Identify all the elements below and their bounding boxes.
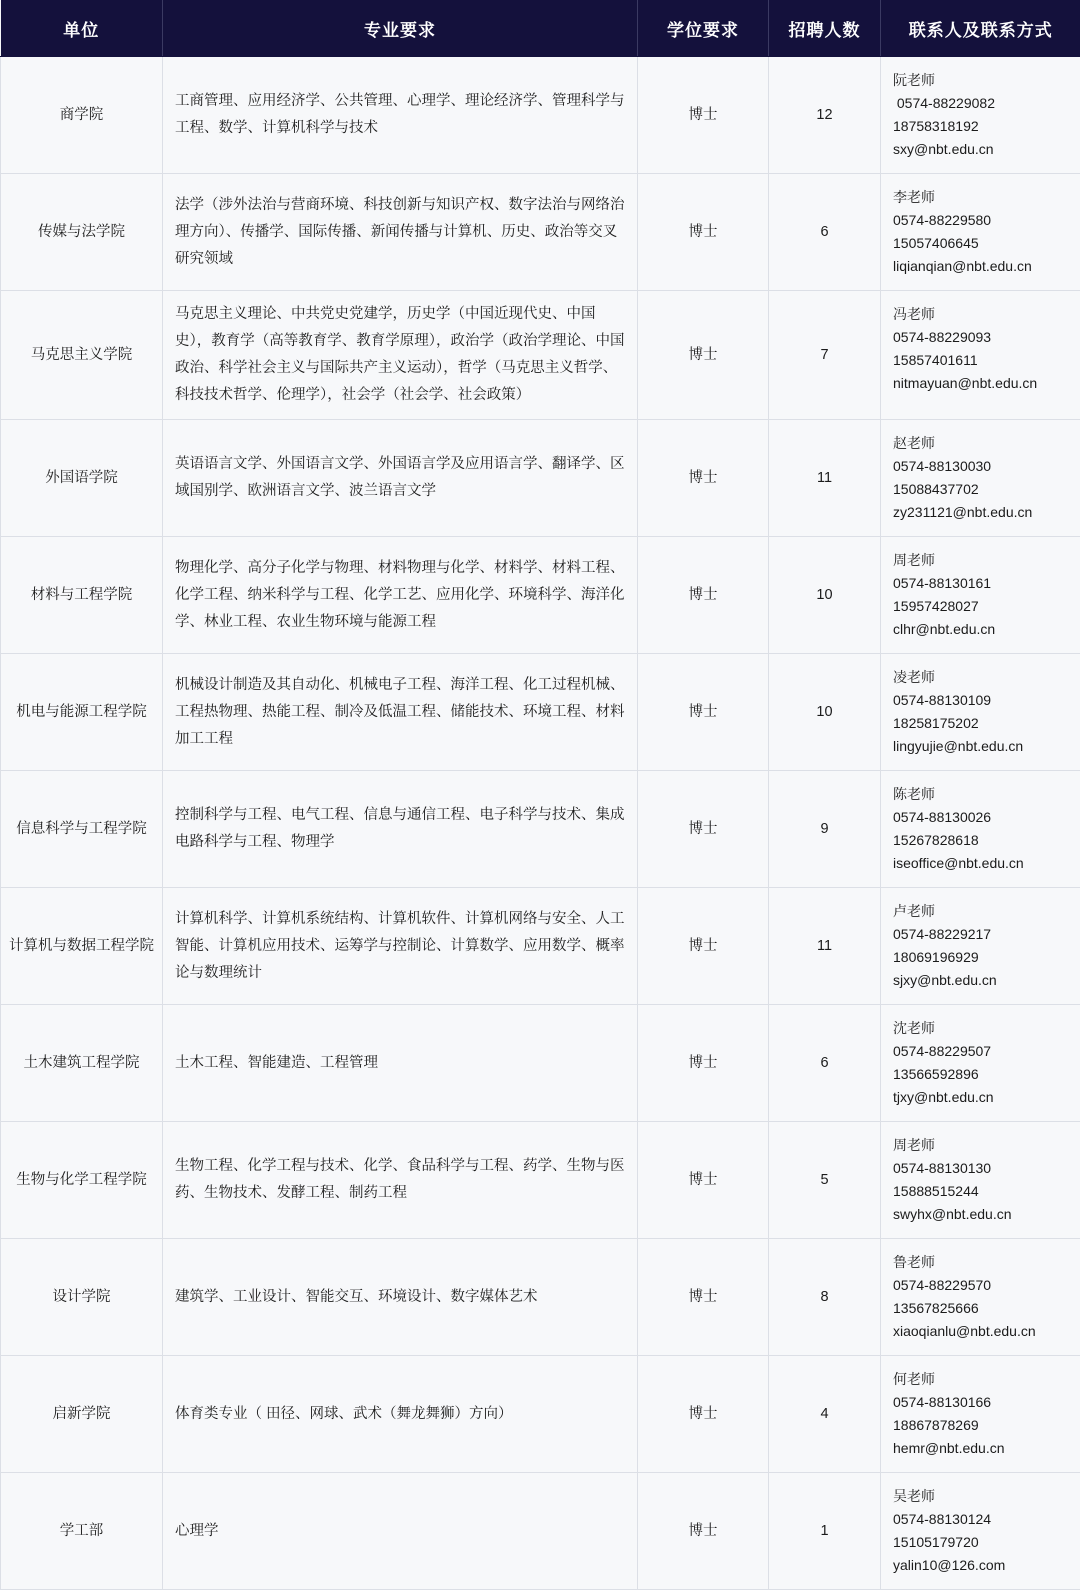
- cell-unit: 马克思主义学院: [1, 291, 163, 420]
- column-header-unit: 单位: [1, 0, 163, 57]
- cell-contact: [881, 1122, 1080, 1239]
- contact-name: 周老师: [893, 549, 1074, 572]
- contact-name: 赵老师: [893, 432, 1074, 455]
- cell-unit: 学工部: [1, 1473, 163, 1590]
- cell-contact: [881, 771, 1080, 888]
- cell-count: 9: [769, 771, 881, 888]
- column-header-degree: 学位要求: [638, 0, 769, 57]
- contact-email: xiaoqianlu@nbt.edu.cn: [893, 1320, 1074, 1343]
- table-row: [1, 420, 1080, 537]
- cell-count: 4: [769, 1356, 881, 1473]
- cell-unit: 外国语学院: [1, 420, 163, 537]
- contact-phone: 0574-88229217: [893, 923, 1074, 946]
- contact-email: yalin10@126.com: [893, 1554, 1074, 1577]
- contact-mobile: 18758318192: [893, 115, 1074, 138]
- cell-contact: [881, 291, 1080, 420]
- contact-mobile: 15057406645: [893, 232, 1074, 255]
- column-header-count: 招聘人数: [769, 0, 881, 57]
- contact-phone: 0574-88130166: [893, 1391, 1074, 1414]
- cell-major: 生物工程、化学工程与技术、化学、食品科学与工程、药学、生物与医药、生物技术、发酵工程、制药工程: [163, 1122, 638, 1239]
- cell-contact: [881, 1356, 1080, 1473]
- contact-name: 卢老师: [893, 900, 1074, 923]
- cell-unit: 设计学院: [1, 1239, 163, 1356]
- cell-major: 英语语言文学、外国语言文学、外国语言学及应用语言学、翻译学、区域国别学、欧洲语言文学、波兰语言文学: [163, 420, 638, 537]
- contact-phone: 0574-88229082: [893, 92, 1074, 115]
- table-row: [1, 174, 1080, 291]
- cell-major: 土木工程、智能建造、工程管理: [163, 1005, 638, 1122]
- cell-count: 7: [769, 291, 881, 420]
- cell-count: 10: [769, 654, 881, 771]
- contact-email: liqianqian@nbt.edu.cn: [893, 255, 1074, 278]
- contact-email: sxy@nbt.edu.cn: [893, 138, 1074, 161]
- contact-email: zy231121@nbt.edu.cn: [893, 501, 1074, 524]
- contact-phone: 0574-88130124: [893, 1508, 1074, 1531]
- contact-name: 何老师: [893, 1368, 1074, 1391]
- contact-phone: 0574-88130030: [893, 455, 1074, 478]
- cell-contact: [881, 57, 1080, 174]
- cell-degree: 博士: [638, 291, 769, 420]
- cell-degree: 博士: [638, 888, 769, 1005]
- table-row: [1, 57, 1080, 174]
- table-header: [1, 0, 1080, 57]
- table-row: [1, 1122, 1080, 1239]
- cell-major: 物理化学、高分子化学与物理、材料物理与化学、材料学、材料工程、化学工程、纳米科学与工程、化学工艺、应用化学、环境科学、海洋化学、林业工程、农业生物环境与能源工程: [163, 537, 638, 654]
- contact-phone: 0574-88130161: [893, 572, 1074, 595]
- contact-email: swyhx@nbt.edu.cn: [893, 1203, 1074, 1226]
- cell-major: 控制科学与工程、电气工程、信息与通信工程、电子科学与技术、集成电路科学与工程、物理学: [163, 771, 638, 888]
- cell-degree: 博士: [638, 1122, 769, 1239]
- cell-count: 11: [769, 420, 881, 537]
- contact-mobile: 15957428027: [893, 595, 1074, 618]
- table-row: [1, 1473, 1080, 1590]
- cell-count: 12: [769, 57, 881, 174]
- contact-email: hemr@nbt.edu.cn: [893, 1437, 1074, 1460]
- cell-unit: 启新学院: [1, 1356, 163, 1473]
- cell-major: 建筑学、工业设计、智能交互、环境设计、数字媒体艺术: [163, 1239, 638, 1356]
- cell-major: 法学（涉外法治与营商环境、科技创新与知识产权、数字法治与网络治理方向）、传播学、国际传播、新闻传播与计算机、历史、政治等交叉研究领域: [163, 174, 638, 291]
- cell-contact: [881, 654, 1080, 771]
- contact-name: 鲁老师: [893, 1251, 1074, 1274]
- contact-name: 沈老师: [893, 1017, 1074, 1040]
- contact-phone: 0574-88229570: [893, 1274, 1074, 1297]
- contact-mobile: 15888515244: [893, 1180, 1074, 1203]
- contact-phone: 0574-88229580: [893, 209, 1074, 232]
- contact-name: 李老师: [893, 186, 1074, 209]
- table-row: [1, 1005, 1080, 1122]
- cell-degree: 博士: [638, 1356, 769, 1473]
- cell-unit: 机电与能源工程学院: [1, 654, 163, 771]
- table-header-row: [1, 0, 1080, 57]
- cell-unit: 传媒与法学院: [1, 174, 163, 291]
- contact-mobile: 15088437702: [893, 478, 1074, 501]
- contact-phone: 0574-88130130: [893, 1157, 1074, 1180]
- cell-degree: 博士: [638, 1473, 769, 1590]
- cell-major: 机械设计制造及其自动化、机械电子工程、海洋工程、化工过程机械、工程热物理、热能工程、制冷及低温工程、储能技术、环境工程、材料加工工程: [163, 654, 638, 771]
- cell-count: 10: [769, 537, 881, 654]
- contact-name: 凌老师: [893, 666, 1074, 689]
- cell-contact: [881, 1005, 1080, 1122]
- cell-contact: [881, 1473, 1080, 1590]
- cell-degree: 博士: [638, 1005, 769, 1122]
- column-header-major: 专业要求: [163, 0, 638, 57]
- cell-degree: 博士: [638, 771, 769, 888]
- cell-unit: 生物与化学工程学院: [1, 1122, 163, 1239]
- cell-major: 工商管理、应用经济学、公共管理、心理学、理论经济学、管理科学与工程、数学、计算机科学与技术: [163, 57, 638, 174]
- contact-name: 阮老师: [893, 69, 1074, 92]
- cell-major: 心理学: [163, 1473, 638, 1590]
- cell-count: 6: [769, 1005, 881, 1122]
- column-header-contact: 联系人及联系方式: [881, 0, 1080, 57]
- contact-email: clhr@nbt.edu.cn: [893, 618, 1074, 641]
- contact-mobile: 15105179720: [893, 1531, 1074, 1554]
- table-row: [1, 654, 1080, 771]
- cell-unit: 土木建筑工程学院: [1, 1005, 163, 1122]
- cell-contact: [881, 420, 1080, 537]
- table-row: [1, 888, 1080, 1005]
- table-row: [1, 291, 1080, 420]
- contact-mobile: 18867878269: [893, 1414, 1074, 1437]
- table-row: [1, 537, 1080, 654]
- cell-major: 马克思主义理论、中共党史党建学，历史学（中国近现代史、中国史），教育学（高等教育学、教育学原理），政治学（政治学理论、中国政治、科学社会主义与国际共产主义运动），哲学（马克思主义哲学、科技技术哲学、伦理学），社会学（社会学、社会政策）: [163, 291, 638, 420]
- contact-email: tjxy@nbt.edu.cn: [893, 1086, 1074, 1109]
- contact-email: lingyujie@nbt.edu.cn: [893, 735, 1074, 758]
- contact-name: 陈老师: [893, 783, 1074, 806]
- cell-unit: 计算机与数据工程学院: [1, 888, 163, 1005]
- contact-phone: 0574-88229093: [893, 326, 1074, 349]
- cell-degree: 博士: [638, 1239, 769, 1356]
- cell-contact: [881, 537, 1080, 654]
- cell-unit: 商学院: [1, 57, 163, 174]
- cell-contact: [881, 888, 1080, 1005]
- contact-mobile: 13567825666: [893, 1297, 1074, 1320]
- contact-name: 周老师: [893, 1134, 1074, 1157]
- contact-phone: 0574-88229507: [893, 1040, 1074, 1063]
- table-body: [1, 57, 1080, 1590]
- contact-email: iseoffice@nbt.edu.cn: [893, 852, 1074, 875]
- cell-degree: 博士: [638, 174, 769, 291]
- cell-unit: 材料与工程学院: [1, 537, 163, 654]
- cell-count: 11: [769, 888, 881, 1005]
- cell-degree: 博士: [638, 420, 769, 537]
- cell-count: 6: [769, 174, 881, 291]
- contact-email: sjxy@nbt.edu.cn: [893, 969, 1074, 992]
- cell-count: 1: [769, 1473, 881, 1590]
- contact-phone: 0574-88130026: [893, 806, 1074, 829]
- cell-degree: 博士: [638, 654, 769, 771]
- contact-phone: 0574-88130109: [893, 689, 1074, 712]
- table-row: [1, 1239, 1080, 1356]
- cell-degree: 博士: [638, 537, 769, 654]
- cell-major: 计算机科学、计算机系统结构、计算机软件、计算机网络与安全、人工智能、计算机应用技术、运筹学与控制论、计算数学、应用数学、概率论与数理统计: [163, 888, 638, 1005]
- table-row: [1, 1356, 1080, 1473]
- contact-name: 冯老师: [893, 303, 1074, 326]
- cell-major: 体育类专业（ 田径、网球、武术（舞龙舞狮）方向）: [163, 1356, 638, 1473]
- cell-contact: [881, 174, 1080, 291]
- cell-count: 8: [769, 1239, 881, 1356]
- cell-unit: 信息科学与工程学院: [1, 771, 163, 888]
- contact-mobile: 18069196929: [893, 946, 1074, 969]
- contact-mobile: 13566592896: [893, 1063, 1074, 1086]
- cell-count: 5: [769, 1122, 881, 1239]
- contact-email: nitmayuan@nbt.edu.cn: [893, 372, 1074, 395]
- contact-mobile: 15267828618: [893, 829, 1074, 852]
- cell-contact: [881, 1239, 1080, 1356]
- contact-mobile: 15857401611: [893, 349, 1074, 372]
- cell-degree: 博士: [638, 57, 769, 174]
- table-row: [1, 771, 1080, 888]
- contact-mobile: 18258175202: [893, 712, 1074, 735]
- contact-name: 吴老师: [893, 1485, 1074, 1508]
